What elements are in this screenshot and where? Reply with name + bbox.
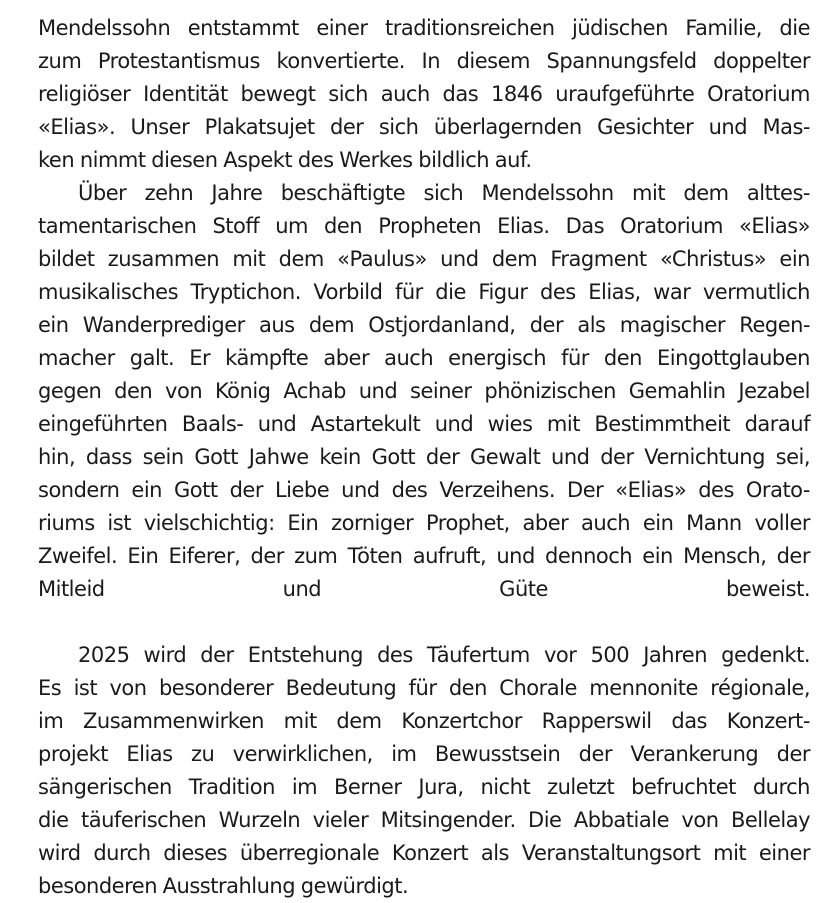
paragraph-elias-oratorio: [38, 177, 810, 639]
paragraph-anabaptist-anniversary: [38, 639, 810, 903]
text-line: musikalisches Tryptichon. Vorbild für die Figur des Elias, war vermutlich: [38, 280, 810, 304]
text-line: bildet zusammen mit dem «Paulus» und dem Fragment «Christus» ein: [38, 247, 810, 271]
text-line: Über zehn Jahre beschäftigte sich Mendelssohn mit dem alttes-: [78, 181, 810, 205]
text-line: 2025 wird der Entstehung des Täufertum vor 500 Jahren gedenkt.: [78, 643, 810, 667]
text-line: besonderen Ausstrahlung gewürdigt.: [38, 874, 409, 898]
text-line: projekt Elias zu verwirklichen, im Bewusstsein der Verankerung der: [38, 742, 810, 766]
text-line: gegen den von König Achab und seiner phönizischen Gemahlin Jezabel: [38, 379, 810, 403]
text-line: Es ist von besonderer Bedeutung für den Chorale mennonite régionale,: [38, 676, 810, 700]
text-line: «Elias». Unser Plakatsujet der sich überlagernden Gesichter und Mas-: [38, 115, 810, 139]
text-line: eingeführten Baals- und Astartekult und wies mit Bestimmtheit darauf: [38, 412, 810, 436]
text-line: tamentarischen Stoff um den Propheten Elias. Das Oratorium «Elias»: [38, 214, 810, 238]
text-line: ein Wanderprediger aus dem Ostjordanland, der als magischer Regen-: [38, 313, 810, 337]
text-line: Mendelssohn entstammt einer traditionsreichen jüdischen Familie, die: [38, 16, 810, 40]
document-body: [38, 12, 810, 903]
text-line: riums ist vielschichtig: Ein zorniger Prophet, aber auch ein Mann voller: [38, 511, 810, 535]
text-line: zum Protestantismus konvertierte. In diesem Spannungsfeld doppelter: [38, 49, 810, 73]
text-line: wird durch dieses überregionale Konzert als Veranstaltungsort mit einer: [38, 841, 810, 865]
text-line: sondern ein Gott der Liebe und des Verzeihens. Der «Elias» des Orato-: [38, 478, 810, 502]
text-line: im Zusammenwirken mit dem Konzertchor Rapperswil das Konzert-: [38, 709, 810, 733]
paragraph-mendelssohn-origins: [38, 12, 810, 177]
text-line: ken nimmt diesen Aspekt des Werkes bildlich auf.: [38, 148, 532, 172]
text-line: Zweifel. Ein Eiferer, der zum Töten aufruft, und dennoch ein Mensch, der: [38, 544, 810, 568]
text-line: die täuferischen Wurzeln vieler Mitsingender. Die Abbatiale von Bellelay: [38, 808, 810, 832]
text-line: religiöser Identität bewegt sich auch das 1846 uraufgeführte Oratorium: [38, 82, 810, 106]
text-line: [38, 606, 810, 639]
text-line: Mitleid und Güte beweist.: [38, 577, 810, 601]
text-line: macher galt. Er kämpfte aber auch energisch für den Eingottglauben: [38, 346, 810, 370]
text-line: sängerischen Tradition im Berner Jura, nicht zuletzt befruchtet durch: [38, 775, 810, 799]
text-line: hin, dass sein Gott Jahwe kein Gott der Gewalt und der Vernichtung sei,: [38, 445, 810, 469]
